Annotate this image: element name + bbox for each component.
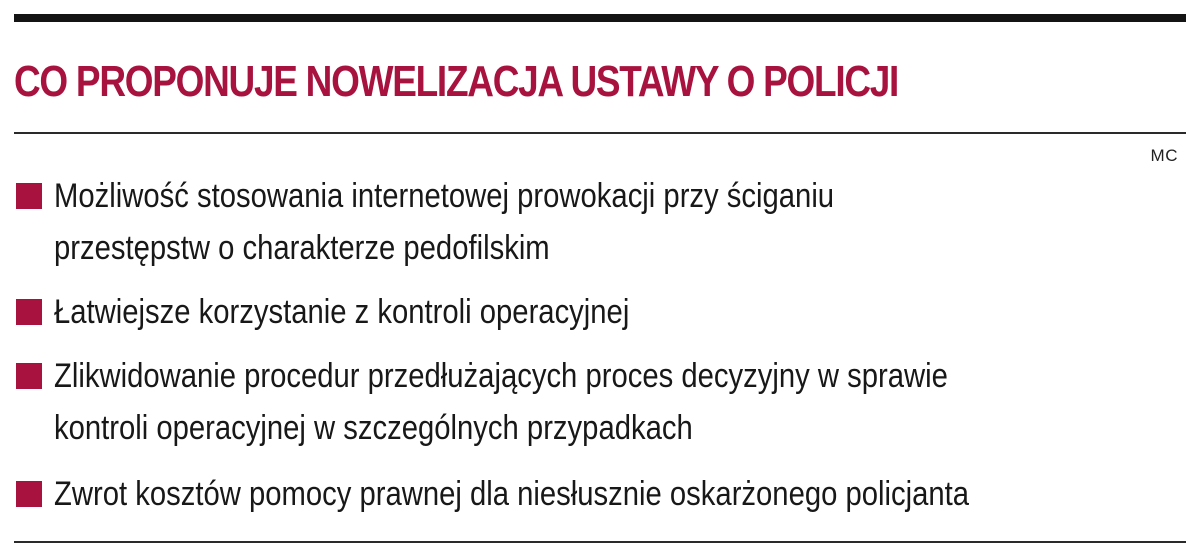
- infobox-title: CO PROPONUJE NOWELIZACJA USTAWY O POLICJI: [14, 57, 899, 106]
- proposal-item-2-line-1: Łatwiejsze korzystanie z kontroli operacyjnej: [54, 293, 630, 331]
- proposal-item-1: [14, 170, 1186, 274]
- proposal-item-2: [14, 286, 1186, 338]
- proposal-item-3-line-2: kontroli operacyjnej w szczególnych przypadkach: [54, 409, 693, 447]
- square-bullet-icon: [16, 183, 42, 209]
- proposal-item-3-line-1: Zlikwidowanie procedur przedłużających proces decyzyjny w sprawie: [54, 357, 948, 395]
- proposal-item-4: [14, 468, 1186, 520]
- square-bullet-icon: [16, 363, 42, 389]
- top-rule: [14, 14, 1186, 22]
- proposal-item-4-line-1: Zwrot kosztów pomocy prawnej dla niesłusznie oskarżonego policjanta: [54, 475, 970, 513]
- proposal-item-3: [14, 350, 1186, 454]
- square-bullet-icon: [16, 481, 42, 507]
- square-bullet-icon: [16, 299, 42, 325]
- proposal-item-1-line-2: przestępstw o charakterze pedofilskim: [54, 229, 550, 267]
- proposal-list: [14, 170, 1186, 532]
- bottom-rule: [14, 541, 1186, 543]
- proposal-item-1-line-1: Możliwość stosowania internetowej prowokacji przy ściganiu: [54, 177, 835, 215]
- author-credit: MC: [1150, 146, 1178, 165]
- title-divider: [14, 132, 1186, 134]
